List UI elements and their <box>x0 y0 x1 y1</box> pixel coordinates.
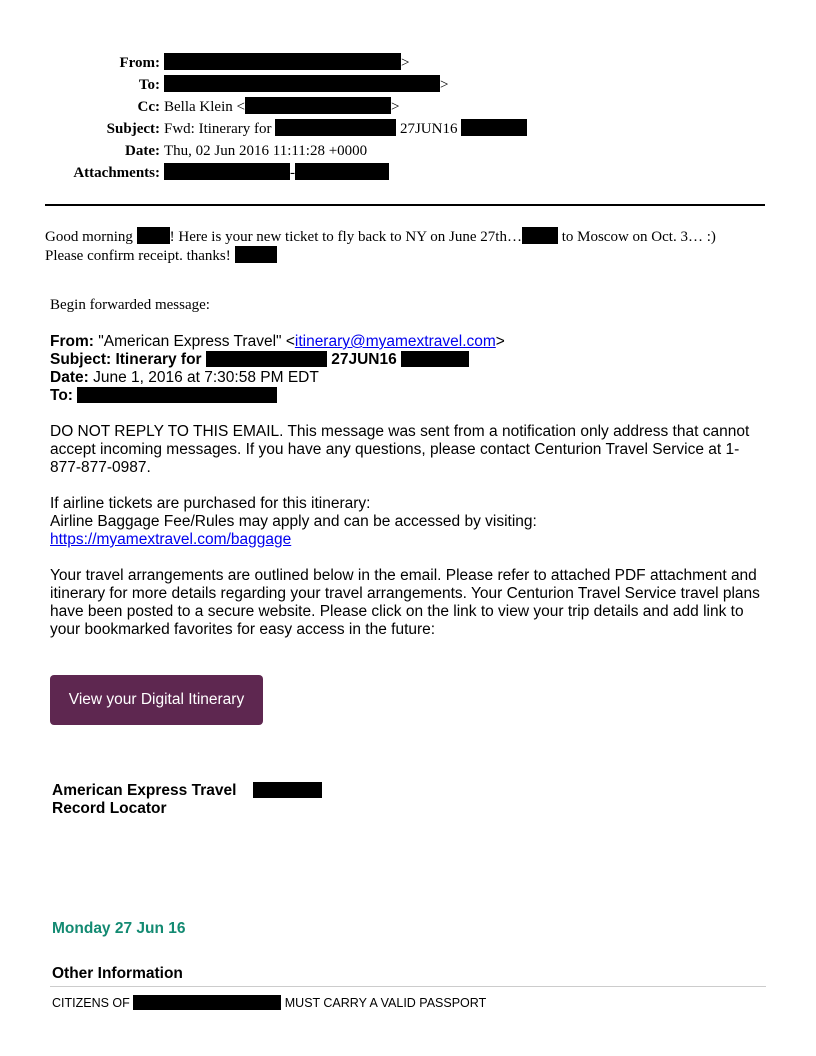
intro-message <box>45 227 775 265</box>
from-label: From: <box>119 55 160 71</box>
baggage-link[interactable]: https://myamextravel.com/baggage <box>50 531 292 548</box>
to-value <box>164 75 448 95</box>
other-information-divider <box>50 986 766 987</box>
baggage-line-1: If airline tickets are purchased for this itinerary: <box>50 495 371 512</box>
subject-prefix: Fwd: Itinerary for <box>164 121 272 137</box>
forwarded-from-label: From: <box>50 333 94 350</box>
begin-forwarded: Begin forwarded message: <box>50 297 210 313</box>
forwarded-from-close: > <box>495 333 505 350</box>
redaction-block <box>164 53 401 70</box>
other-information-heading: Other Information <box>52 965 183 982</box>
day-heading: Monday 27 Jun 16 <box>52 920 186 937</box>
record-line-1 <box>52 782 322 800</box>
cc-value <box>164 97 399 117</box>
redaction-block <box>164 163 290 180</box>
forwarded-from-row <box>50 333 505 351</box>
forwarded-from-name: "American Express Travel" < <box>93 333 295 350</box>
redaction-block <box>235 246 277 263</box>
intro-part-3: to Moscow on Oct. 3… :) <box>557 229 716 245</box>
baggage-line-2: Airline Baggage Fee/Rules may apply and can be accessed by visiting: <box>50 513 537 530</box>
attachments-label: Attachments: <box>73 165 160 181</box>
redaction-block <box>245 97 391 114</box>
subject-value <box>164 119 527 139</box>
redaction-block <box>461 119 527 136</box>
arrangements-text: Your travel arrangements are outlined below in the email. Please refer to attached PDF attachment and itinerary for more details regarding your travel arrangements. Your Centurion Travel Service travel plans have been posted to a secure website. Please click on the link to view your trip details and add link to your bookmarked favorites for easy access in the future: <box>50 567 760 638</box>
intro-part-4: Please confirm receipt. thanks! <box>45 248 231 264</box>
from-value <box>164 53 409 73</box>
record-company: American Express Travel <box>52 782 237 799</box>
forwarded-subject-label: Subject: Itinerary for <box>50 351 202 368</box>
forwarded-header <box>50 333 505 405</box>
attachments-value[interactable] <box>164 163 389 183</box>
record-locator <box>52 782 322 818</box>
redaction-block <box>522 227 558 244</box>
forwarded-date-row <box>50 369 505 387</box>
redaction-block <box>77 387 277 403</box>
redaction-block <box>295 163 389 180</box>
to-suffix: > <box>440 77 449 93</box>
cc-name: Bella Klein < <box>164 99 245 115</box>
attachments-separator: - <box>290 165 295 181</box>
redaction-block <box>164 75 440 92</box>
header-divider <box>45 204 765 206</box>
redaction-block <box>137 227 170 244</box>
record-line-2: Record Locator <box>52 800 167 817</box>
to-label: To: <box>138 77 160 93</box>
subject-label: Subject: <box>106 121 160 137</box>
cc-label: Cc: <box>137 99 160 115</box>
date-label: Date: <box>125 143 160 159</box>
date-value: Thu, 02 Jun 2016 11:11:28 +0000 <box>164 143 368 159</box>
citizens-notice <box>52 995 486 1011</box>
citizens-suffix: MUST CARRY A VALID PASSPORT <box>284 996 487 1010</box>
redaction-block <box>275 119 396 136</box>
baggage-info <box>50 495 770 549</box>
forwarded-from-email-link[interactable]: itinerary@myamextravel.com <box>294 333 496 350</box>
forwarded-to-row <box>50 387 505 405</box>
redaction-block <box>206 351 327 367</box>
cc-suffix: > <box>390 99 400 115</box>
subject-date: 27JUN16 <box>399 121 458 137</box>
citizens-prefix: CITIZENS OF <box>52 996 130 1010</box>
from-suffix: > <box>401 55 410 71</box>
intro-part-1: Good morning <box>45 229 133 245</box>
intro-part-2: ! Here is your new ticket to fly back to NY on June 27th… <box>169 229 522 245</box>
redaction-block <box>253 782 322 798</box>
forwarded-subject-date: 27JUN16 <box>331 351 397 368</box>
redaction-block <box>401 351 469 367</box>
forwarded-to-label: To: <box>50 387 73 404</box>
forwarded-date-value: June 1, 2016 at 7:30:58 PM EDT <box>88 369 319 386</box>
forwarded-subject-row <box>50 351 505 369</box>
view-itinerary-button[interactable]: View your Digital Itinerary <box>50 675 263 725</box>
no-reply-notice: DO NOT REPLY TO THIS EMAIL. This message was sent from a notification only address that cannot accept incoming messages. If you have any questions, please contact Centurion Travel Service at 1-877-877-0987. <box>50 423 750 476</box>
forwarded-date-label: Date: <box>50 369 89 386</box>
redaction-block <box>133 995 281 1010</box>
